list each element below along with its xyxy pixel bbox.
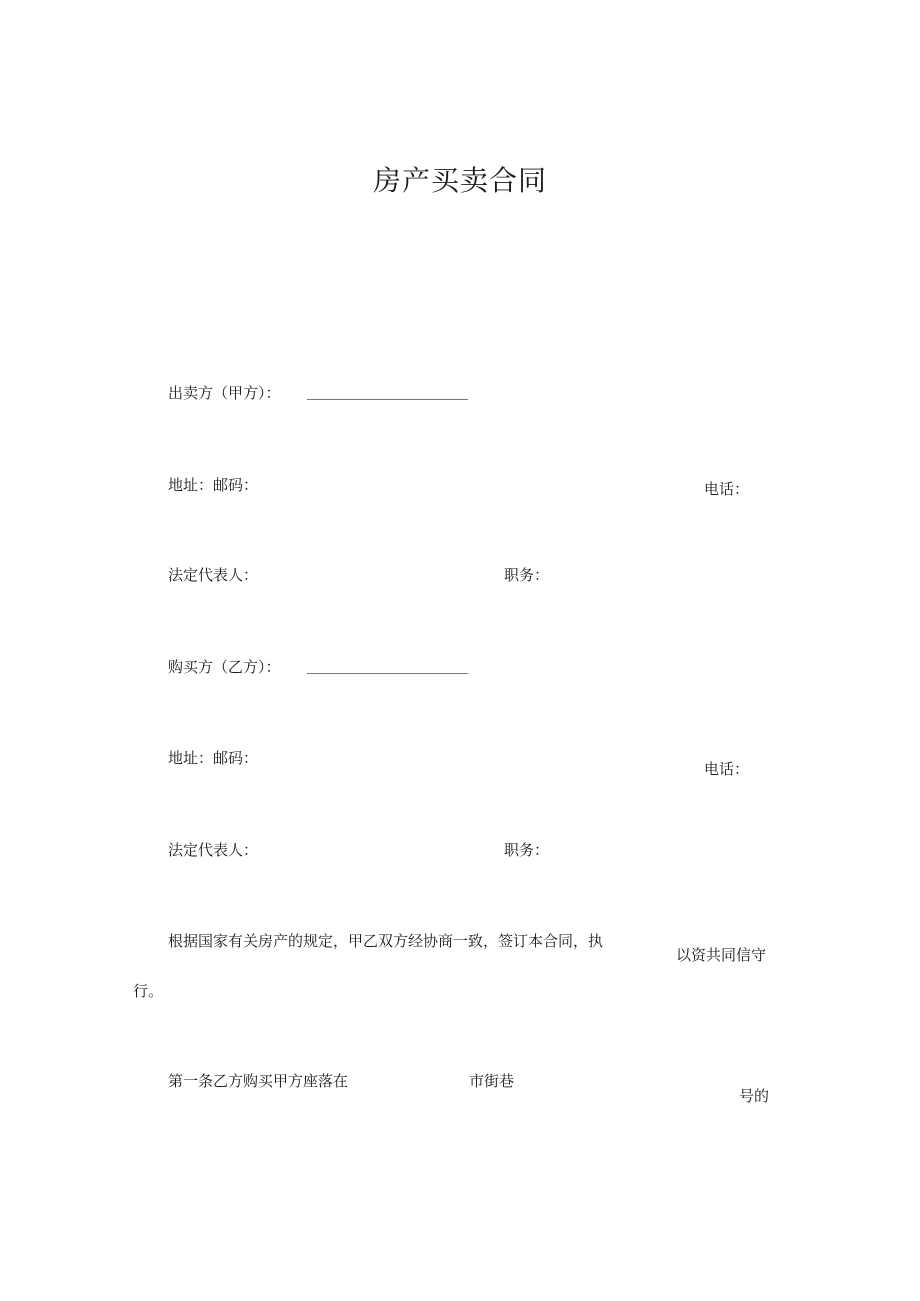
buyer-position-label: 职务： (504, 841, 550, 859)
seller-phone-label: 电话： (704, 480, 750, 498)
article1-part1: 第一条乙方购买甲方座落在 (168, 1072, 349, 1090)
preamble-right-text: 以资共同信守 (676, 946, 767, 964)
buyer-name-blank (307, 673, 468, 674)
buyer-label: 购买方（乙方）： (168, 658, 281, 676)
buyer-phone-label: 电话： (704, 760, 750, 778)
seller-label: 出卖方（甲方）： (168, 384, 281, 402)
buyer-rep-label: 法定代表人： (168, 841, 259, 859)
preamble-line1: 根据国家有关房产的规定，甲乙双方经协商一致，签订本合同，执 (168, 932, 604, 950)
seller-rep-label: 法定代表人： (168, 566, 259, 584)
article1-part2: 市街巷 (469, 1072, 515, 1090)
seller-position-label: 职务： (504, 566, 550, 584)
document-title: 房产买卖合同 (372, 164, 547, 197)
article1-part3: 号的 (739, 1087, 770, 1105)
buyer-address-label: 地址：邮码： (168, 749, 259, 767)
preamble-line2: 行。 (133, 982, 164, 1000)
seller-name-blank (307, 399, 468, 400)
seller-address-label: 地址：邮码： (168, 476, 259, 494)
